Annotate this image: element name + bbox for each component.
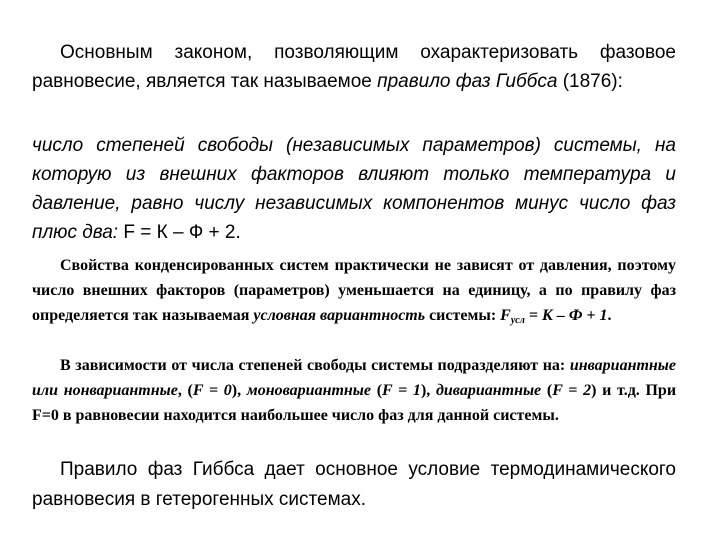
- sep-5: (: [541, 382, 553, 399]
- sep-1: , (: [177, 382, 193, 399]
- condensed-systems-paragraph: [32, 253, 676, 328]
- classification-tail: ) и т.д. При F=0 в равновесии находится наибольшее число фаз для данной системы.: [32, 382, 677, 424]
- conditional-variance-term: условная вариантность: [253, 307, 426, 324]
- intro-text: Основным законом, позволяющим охарактеризовать фазовое равновесие, является так называемое: [32, 42, 676, 92]
- classification-paragraph: [32, 353, 676, 428]
- sep-2: ),: [231, 382, 247, 399]
- invariant-term: инвариантные или нонвариантные: [32, 357, 676, 399]
- classification-text: В зависимости от числа степеней свободы системы подразделяют на:: [60, 357, 570, 374]
- definition-paragraph: [32, 131, 676, 247]
- conditional-formula: [500, 307, 607, 324]
- condensed-text: Свойства конденсированных систем практически не зависят от давления, поэтому число внешних факторов (параметров) уменьшается на единицу, а по правилу фаз определяется так называемая: [32, 257, 676, 324]
- divariant-term: дивариантные: [435, 382, 542, 399]
- intro-year: (1876):: [557, 71, 623, 92]
- definition-text: число степеней свободы (независимых параметров) системы, на которую из внешних факторов влияют только температура и давление, равно числу независимых компонентов минус число фаз плюс два:: [32, 135, 676, 243]
- sep-3: (: [371, 382, 383, 399]
- formula-f2: F = 2: [552, 382, 592, 399]
- formula-rest: = К – Ф + 1: [524, 307, 608, 324]
- definition-period: .: [235, 222, 241, 243]
- intro-paragraph: [32, 38, 676, 96]
- monovariant-term: моновариантные: [246, 382, 371, 399]
- sep-4: ),: [420, 382, 436, 399]
- condensed-text-2: системы:: [425, 307, 501, 324]
- formula-f0: F = 0: [192, 382, 232, 399]
- formula-f: F: [500, 307, 511, 324]
- formula-subscript: усл: [510, 315, 525, 326]
- conclusion-text: Правило фаз Гиббса дает основное условие термодинамического равновесия в гетерогенных системах.: [32, 459, 676, 510]
- formula-f1: F = 1: [382, 382, 421, 399]
- gibbs-formula: F = К – Ф + 2: [123, 222, 236, 243]
- gibbs-rule-term: правило фаз Гиббса: [377, 71, 558, 92]
- condensed-period: .: [607, 307, 612, 324]
- conclusion-paragraph: [32, 455, 676, 515]
